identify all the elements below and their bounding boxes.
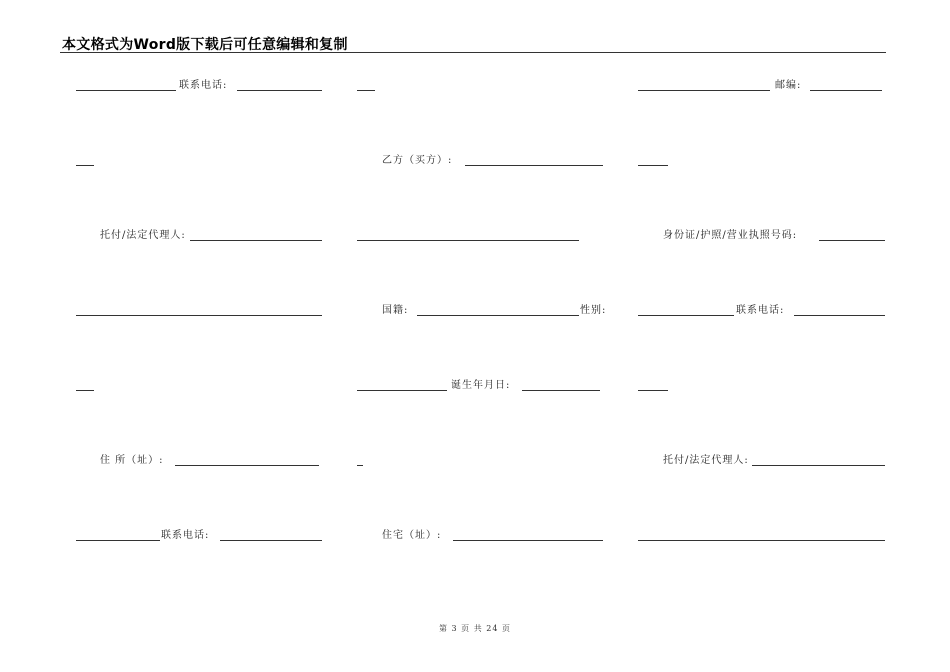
blank-line: [76, 540, 160, 541]
agent-label: 托付/法定代理人:: [100, 230, 186, 241]
residence-address-label: 住宅（址）:: [382, 530, 442, 541]
gender-label: 性别:: [580, 305, 607, 316]
id-number-field[interactable]: [819, 240, 885, 241]
address-field[interactable]: [175, 465, 319, 466]
id-number-label: 身份证/护照/营业执照号码:: [663, 230, 798, 241]
blank-line: [357, 390, 447, 391]
party-b-buyer-field[interactable]: [465, 165, 603, 166]
contact-phone-field[interactable]: [794, 315, 885, 316]
blank-line: [638, 390, 668, 391]
blank-line: [357, 465, 363, 466]
birth-date-label: 诞生年月日:: [451, 380, 511, 391]
contact-phone-field[interactable]: [237, 90, 322, 91]
nationality-label: 国籍:: [382, 305, 409, 316]
contact-phone-field[interactable]: [220, 540, 322, 541]
birth-date-field[interactable]: [522, 390, 600, 391]
page-header-title: 本文格式为Word版下载后可任意编辑和复制: [62, 37, 348, 53]
blank-line: [76, 315, 322, 316]
party-b-buyer-label: 乙方（买方）:: [382, 155, 453, 166]
blank-line: [357, 240, 579, 241]
blank-line: [76, 165, 94, 166]
blank-line: [76, 90, 176, 91]
blank-line: [638, 165, 668, 166]
blank-line: [76, 390, 94, 391]
contact-phone-label: 联系电话:: [736, 305, 785, 316]
blank-line: [638, 315, 734, 316]
blank-line: [638, 90, 770, 91]
header-divider: [60, 52, 886, 53]
page-number: 第 3 页 共 24 页: [439, 624, 511, 633]
agent-field[interactable]: [752, 465, 885, 466]
contact-phone-label: 联系电话:: [161, 530, 210, 541]
agent-field[interactable]: [190, 240, 322, 241]
blank-line: [638, 540, 885, 541]
residence-address-field[interactable]: [453, 540, 603, 541]
agent-label: 托付/法定代理人:: [663, 455, 749, 466]
nationality-field[interactable]: [417, 315, 579, 316]
postcode-label: 邮编:: [775, 80, 802, 91]
address-label: 住 所（址）:: [100, 455, 164, 466]
blank-line: [357, 90, 375, 91]
contact-phone-label: 联系电话:: [179, 80, 228, 91]
postcode-field[interactable]: [810, 90, 882, 91]
